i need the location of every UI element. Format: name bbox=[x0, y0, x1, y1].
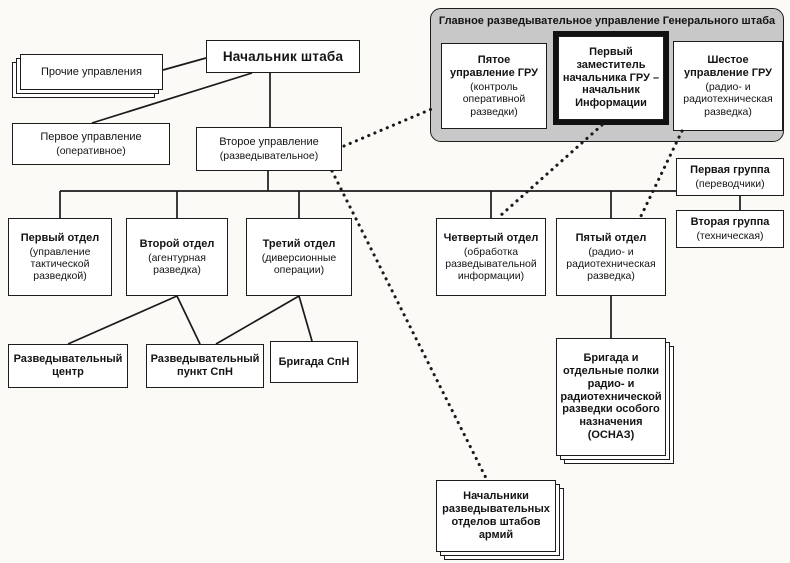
node-fourth-department bbox=[436, 218, 546, 296]
node-chief-of-staff bbox=[206, 40, 360, 73]
line-second-department-to-center bbox=[68, 296, 177, 344]
node-title: Начальники разведывательных отделов штабов армий bbox=[442, 490, 550, 541]
node-second-directorate bbox=[196, 127, 342, 171]
node-subtitle: (радио- и радиотехническая разведка) bbox=[566, 245, 656, 283]
node-title: Третий отдел bbox=[262, 237, 336, 250]
node-second-group bbox=[676, 210, 784, 248]
node-title: Начальник штаба bbox=[222, 48, 344, 64]
node-spn-brigade bbox=[270, 341, 358, 383]
node-title: Первая группа bbox=[690, 163, 770, 176]
dotted-second-directorate-to-gru bbox=[344, 108, 434, 146]
node-intel-center bbox=[8, 344, 128, 388]
node-title: Пятое управление ГРУ bbox=[449, 54, 539, 80]
node-title: Первый отдел bbox=[20, 231, 100, 244]
node-subtitle: (контроль оперативной разведки) bbox=[462, 81, 526, 118]
line-second-department-to-point bbox=[177, 296, 200, 344]
node-osnaz bbox=[556, 338, 666, 456]
node-fifth-department bbox=[556, 218, 666, 296]
node-subtitle: (радио- и радиотехническая разведка) bbox=[683, 81, 773, 118]
node-intel-point-spn bbox=[146, 344, 264, 388]
node-first-directorate bbox=[12, 123, 170, 165]
node-title: Первый заместитель начальника ГРУ – начальник Информации bbox=[562, 45, 660, 110]
line-third-department-to-point bbox=[216, 296, 299, 344]
node-title: Шестое управление ГРУ bbox=[683, 54, 773, 80]
node-title: Второе управление bbox=[219, 135, 319, 148]
node-subtitle: (оперативное) bbox=[56, 144, 126, 157]
node-other-directorates bbox=[20, 54, 163, 90]
line-third-department-to-brigade bbox=[299, 296, 312, 341]
node-title: Первое управление bbox=[40, 130, 142, 143]
node-army-intel-chiefs bbox=[436, 480, 556, 552]
node-subtitle: (диверсионные операции) bbox=[261, 251, 337, 276]
node-title: Вторая группа bbox=[690, 215, 770, 228]
node-subtitle: (переводчики) bbox=[695, 177, 765, 190]
node-title: Второй отдел bbox=[139, 237, 215, 250]
node-title: Прочие управления bbox=[41, 65, 142, 78]
node-first-group bbox=[676, 158, 784, 196]
node-subtitle: (обработка разведывательной информации) bbox=[445, 245, 537, 283]
node-title: Разведывательный пункт СпН bbox=[150, 353, 260, 378]
node-subtitle: (агентурная разведка) bbox=[148, 251, 206, 276]
line-other-to-chief bbox=[163, 58, 206, 70]
node-title: Бригада СпН bbox=[278, 355, 350, 368]
node-first-department bbox=[8, 218, 112, 296]
node-second-department bbox=[126, 218, 228, 296]
node-title: Четвертый отдел bbox=[443, 231, 539, 244]
dotted-deputy-to-fourth-department bbox=[500, 125, 602, 216]
node-subtitle: (разведывательное) bbox=[219, 149, 319, 162]
node-subtitle: (техническая) bbox=[696, 229, 764, 242]
node-third-department bbox=[246, 218, 352, 296]
node-subtitle: (управление тактической разведкой) bbox=[29, 245, 91, 283]
gru-panel-title: Главное разведывательное управление Генерального штаба bbox=[438, 15, 776, 27]
node-title: Разведывательный центр bbox=[13, 353, 123, 378]
node-title: Пятый отдел bbox=[575, 231, 647, 244]
node-title: Бригада и отдельные полки радио- и радиотехнической разведки особого назначения (ОСНАЗ) bbox=[560, 351, 662, 442]
